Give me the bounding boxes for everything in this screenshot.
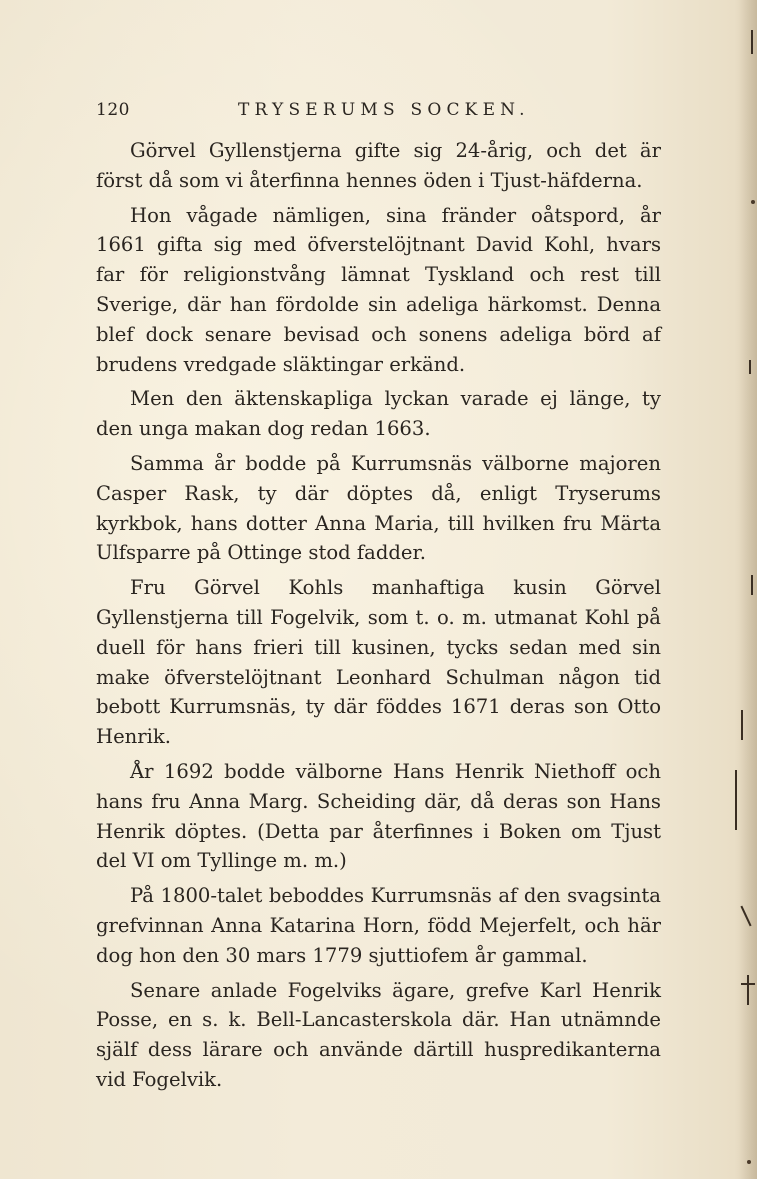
- binding-thread-mark: [751, 575, 753, 595]
- paragraph: Men den äktenskapliga lyckan varade ej länge, ty den unga makan dog redan 1663.: [96, 387, 661, 441]
- binding-thread-mark: [751, 30, 753, 54]
- binding-thread-mark: [735, 770, 737, 830]
- page-number: 120: [96, 100, 130, 120]
- paragraph: Hon vågade nämligen, sina fränder oåtspord, år 1661 gifta sig med öfverstelöjtnant David Kohl, hvars far för religionstvång lämnat Tyskland och rest till Sverige, där han fördolde sin adeliga härkomst. Denna blef dock senare bevisad och sonens adeliga börd af brudens vredgade släktingar erkänd.: [96, 203, 661, 376]
- binding-thread-mark: [751, 200, 755, 204]
- binding-thread-mark: [741, 710, 743, 740]
- paragraph: Fru Görvel Kohls manhaftiga kusin Görvel Gyllenstjerna till Fogelvik, som t. o. m. utmanat Kohl på duell för hans frieri till kusinen, tycks sedan med sin make öfverstelöjtnant Leonhard Schulman någon tid bebott Kurrumsnäs, ty där föddes 1671 deras son Otto Henrik.: [96, 576, 661, 749]
- binding-thread-mark: [747, 975, 749, 1005]
- page-header: [96, 100, 661, 124]
- binding-thread-mark: [749, 360, 751, 374]
- binding-thread-mark: [747, 1160, 751, 1164]
- running-head: TRYSERUMS SOCKEN.: [238, 100, 530, 120]
- body-text: [96, 136, 661, 1100]
- paragraph: År 1692 bodde välborne Hans Henrik Niethoff och hans fru Anna Marg. Scheiding där, då deras son Hans Henrik döptes. (Detta par återfinnes i Boken om Tjust del VI om Tyllinge m. m.): [96, 759, 661, 873]
- paragraph: Samma år bodde på Kurrumsnäs välborne majoren Casper Rask, ty där döptes då, enligt Tryserums kyrkbok, hans dotter Anna Maria, till hvilken fru Märta Ulfsparre på Ottinge stod fadder.: [96, 451, 661, 565]
- paragraph: På 1800-talet beboddes Kurrumsnäs af den svagsinta grefvinnan Anna Katarina Horn, född Mejerfelt, och här dog hon den 30 mars 1779 sjuttiofem år gammal.: [96, 884, 661, 967]
- paragraph: Görvel Gyllenstjerna gifte sig 24-årig, och det är först då som vi återfinna hennes öden i Tjust-häfderna.: [96, 139, 661, 192]
- binding-thread-mark: [741, 983, 755, 985]
- paragraph: Senare anlade Fogelviks ägare, grefve Karl Henrik Posse, en s. k. Bell-Lancasterskola där. Han utnämnde själf dess lärare och använde därtill huspredikanterna vid Fogelvik.: [96, 978, 661, 1091]
